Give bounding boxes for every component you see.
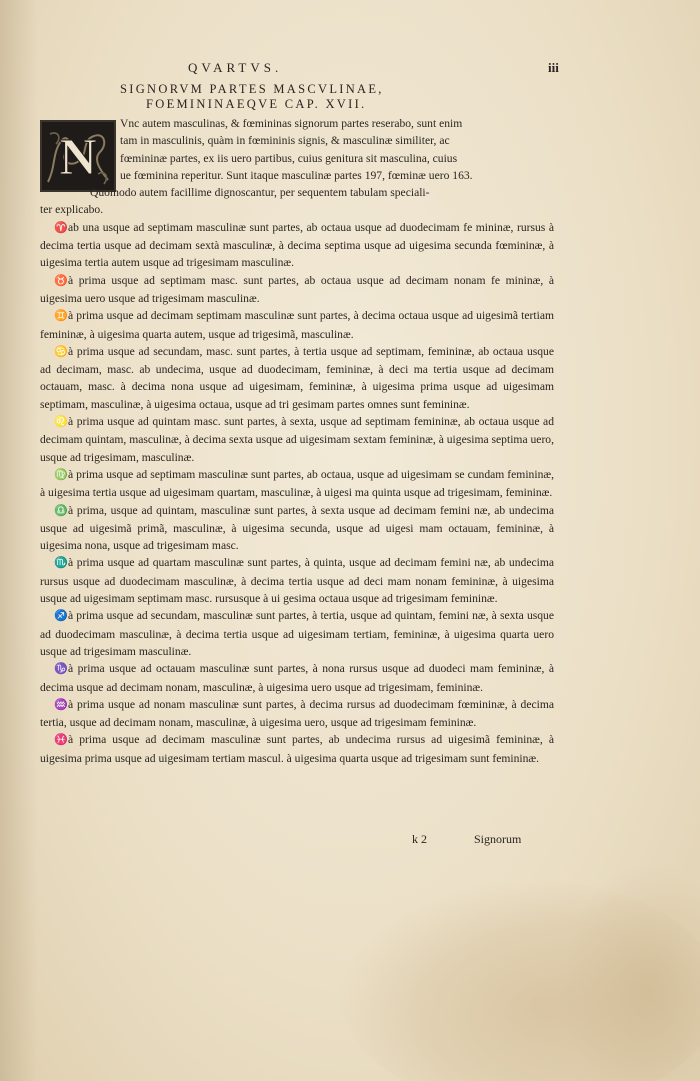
sign-entry-scorpio bbox=[40, 554, 554, 607]
intro-paragraph bbox=[40, 115, 554, 219]
sign-entry-pisces bbox=[40, 731, 554, 767]
sign-entry-text: à prima usque ad decimam masculinæ sunt partes, ab undecima rursus ad uigesimã femininæ, à uigesima prima usque ad uigesimam tertiam mascul. à uigesima quarta usque ad trigesimam sunt femininæ. bbox=[40, 733, 554, 765]
sign-entry-sagittarius bbox=[40, 607, 554, 660]
intro-line-5: Quomodo autem facillime dignoscantur, per sequentem tabulam speciali- bbox=[90, 186, 430, 200]
capricorn-icon: ♑ bbox=[54, 663, 68, 676]
intro-line-1: Vnc autem masculinas, & fœmininas signorum partes reserabo, sunt enim bbox=[120, 117, 463, 130]
scorpio-icon: ♏ bbox=[54, 557, 68, 570]
page-gutter-shadow bbox=[0, 0, 38, 1081]
sign-entry-virgo bbox=[40, 466, 554, 502]
chapter-body bbox=[40, 115, 554, 767]
running-head: QVARTVS. bbox=[188, 60, 283, 75]
pisces-icon: ♓ bbox=[54, 734, 68, 747]
sign-entry-text: à prima usque ad nonam masculinæ sunt partes, à decima rursus ad duodecimam fœmininæ, à decima tertia, usque ad decimam nonam, masculinæ, à uigesima uero, usque ad trigesimam femininæ. bbox=[40, 697, 554, 730]
sign-entry-taurus bbox=[40, 272, 554, 308]
sign-entry-leo bbox=[40, 413, 554, 466]
folio-number: iii bbox=[548, 60, 559, 75]
gemini-icon: ♊ bbox=[54, 310, 68, 323]
libra-icon: ♎ bbox=[54, 504, 68, 517]
aquarius-icon: ♒ bbox=[54, 698, 68, 711]
sagittarius-icon: ♐ bbox=[54, 610, 68, 623]
chapter-title-line-1: SIGNORVM PARTES MASCVLINAE, bbox=[120, 82, 384, 96]
intro-line-2: tam in masculinis, quàm in fœmininis signis, & masculinæ similiter, ac bbox=[120, 134, 450, 148]
intro-line-3: fœmininæ partes, ex iis uero partibus, cuius genitura sit masculina, cuius bbox=[120, 151, 458, 165]
page-footer bbox=[412, 832, 562, 847]
catchword: Signorum bbox=[474, 832, 522, 846]
sign-entry-capricorn bbox=[40, 660, 554, 696]
sign-entry-text: à prima usque ad septimam masc. sunt partes, ab octaua usque ad decimam nonam fe mininæ, à uigesima uero usque ad trigesimam masculinæ. bbox=[40, 273, 554, 305]
sign-entry-text: à prima usque ad quartam masculinæ sunt partes, à quinta, usque ad decimam femini næ, ab undecima rursus usque ad duodecimam masculinæ, à decima tertia usque ad deci mam nonam femininæ, à uigesima usque ad uigesimam septimam masc. rursusque à ui gesima octaua usque ad trigesimam femininæ. bbox=[40, 556, 554, 606]
sign-entry-text: à prima usque ad quintam masc. sunt partes, à sexta, usque ad septimam femininæ, ab octaua usque ad decimam quintam, masculinæ, à decima sexta usque ad uigesimam sextam femininæ, à uigesima septima uero, usque ad trigesimam, masculinæ. bbox=[40, 415, 554, 464]
sign-entry-text: à prima usque ad septimam masculinæ sunt partes, ab octaua, usque ad uigesimam se cundam femininæ, à uigesima tertia usque ad uigesimam quartam, masculinæ, à uigesi ma quinta usque ad trigesimam, femininæ. bbox=[40, 467, 554, 500]
taurus-icon: ♉ bbox=[54, 274, 68, 287]
virgo-icon: ♍ bbox=[54, 468, 68, 481]
sign-entry-text: à prima usque ad octauam masculinæ sunt partes, à nona rursus usque ad duodeci mam femininæ, à decima usque ad decimam nonam, masculinæ, à uigesima uero usque ad trigesimam, femininæ. bbox=[40, 662, 554, 694]
chapter-title bbox=[120, 82, 460, 112]
sign-entry-text: à prima usque ad secundam, masculinæ sunt partes, à tertia, usque ad quintam, femini næ, à sexta usque ad duodecimam masculinæ, à decima tertia usque ad uigesimam tertiam, femininæ, à uigesima quarta uero usque ad trigesimam masculinæ. bbox=[40, 609, 554, 658]
intro-line-6: ter explicabo. bbox=[40, 203, 104, 217]
sign-entry-text: à prima usque ad secundam, masc. sunt partes, à tertia usque ad septimam, femininæ, ab octaua usque ad decimam, masc. ab undecima, usque ad duodecimam, femininæ, à deci ma tertia usque ad decimam octauam, masc. à decima nona usque ad uigesimam, femininæ, à uigesima prima usque ad uigesimam septimam, masculinæ, à uigesima octaua, usque ad tri gesimam partes omnes sunt femininæ. bbox=[40, 344, 554, 411]
sign-entry-libra bbox=[40, 502, 554, 555]
aries-icon: ♈ bbox=[54, 221, 68, 234]
cancer-icon: ♋ bbox=[54, 345, 68, 358]
sign-entry-aries bbox=[40, 219, 554, 272]
sign-entry-text: à prima usque ad decimam septimam masculinæ sunt partes, à decima octaua usque ad uigesimã tertiam femininæ, à uigesima quarta autem, usque ad trigesimã, masculinæ. bbox=[40, 309, 554, 341]
sign-entry-cancer bbox=[40, 343, 554, 413]
chapter-title-line-2: FOEMININAEQVE CAP. XVII. bbox=[146, 97, 367, 111]
initial-letter: N bbox=[59, 129, 97, 186]
intro-line-4: ue fœminina reperitur. Sunt itaque masculinæ partes 197, fœminæ uero 163. bbox=[120, 168, 473, 182]
sign-entry-text: à prima, usque ad quintam, masculinæ sunt partes, à sexta usque ad decimam femini næ, ab undecima usque ad uigesimã primã, masculinæ, à uigesima secunda, usque ad uigesi mam octauam, femininæ, à uigesima nona, usque ad trigesimam masc. bbox=[40, 503, 554, 553]
sign-entry-text: ab una usque ad septimam masculinæ sunt partes, ab octaua usque ad duodecimam fe mininæ, rursus à decima tertia usque ad decimam sextà masculinæ, à decima septima usque ad uigesima secunda fœmininæ, à uigesima tertia autem usque ad trigesimam masculinæ. bbox=[40, 220, 554, 270]
leo-icon: ♌ bbox=[54, 416, 68, 429]
sign-entry-aquarius bbox=[40, 696, 554, 732]
signature-mark: k 2 bbox=[412, 832, 427, 846]
sign-entry-gemini bbox=[40, 307, 554, 343]
